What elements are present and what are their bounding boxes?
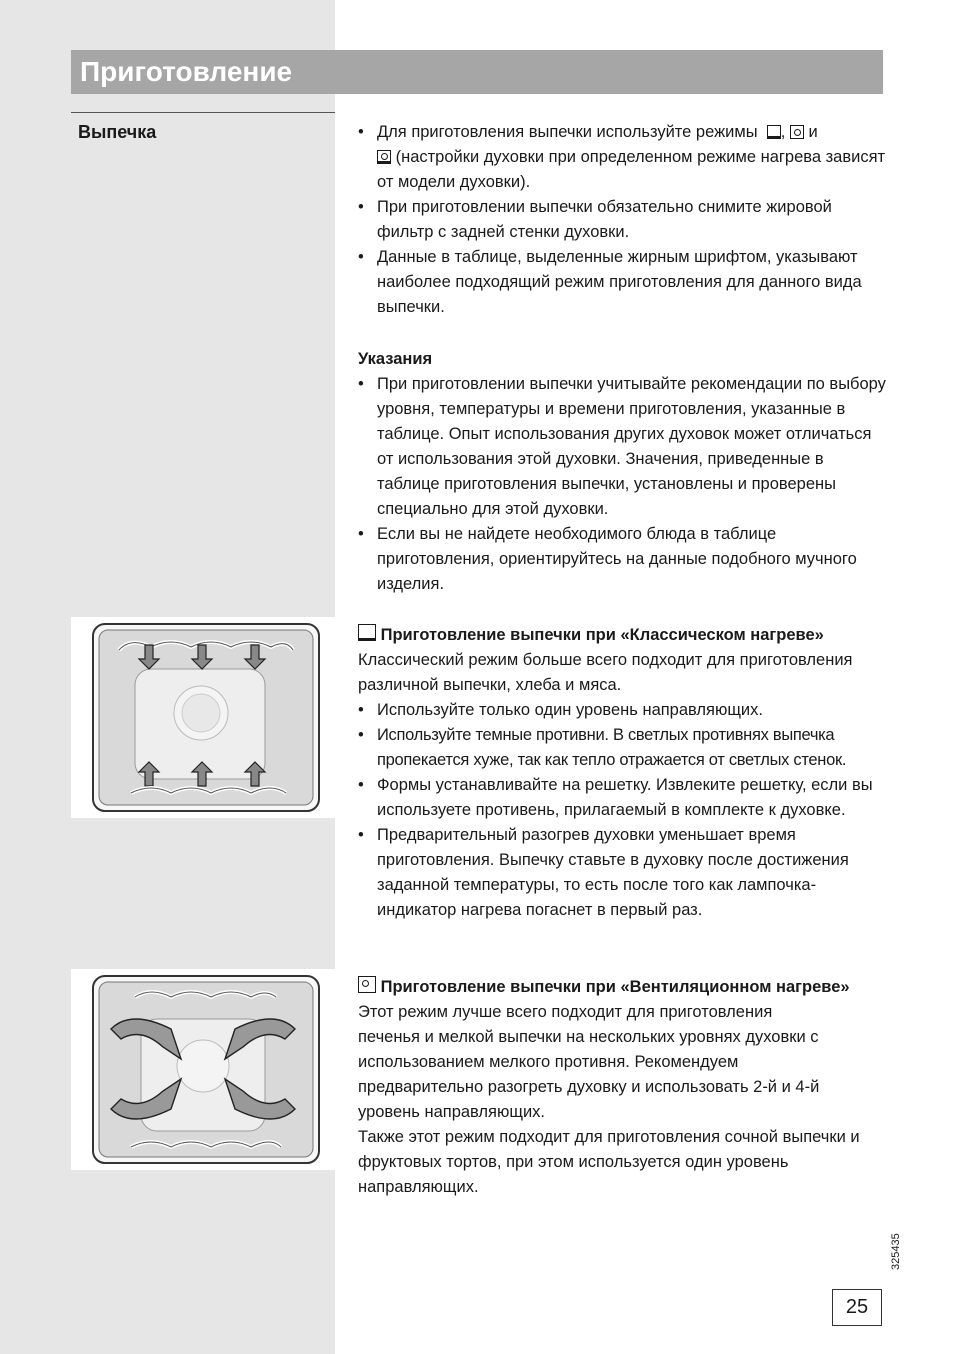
list-item: • Предварительный разогрев духовки уменьшает время приготовления. Выпечку ставьте в духовку после достижения заданной температуры, то есть после того как лампочка-индикатор нагрева погаснет в первый раз.	[358, 823, 888, 923]
fan-heat-title: Приготовление выпечки при «Вентиляционном нагреве»	[358, 975, 888, 1000]
intro-list	[358, 120, 888, 320]
list-item: • Формы устанавливайте на решетку. Извлеките решетку, если вы используете противень, прилагаемый в комплекте к духовке.	[358, 773, 888, 823]
list-item: • При приготовлении выпечки учитывайте рекомендации по выбору уровня, температуры и времени приготовления, указанные в таблице. Опыт использования других духовок может отличаться от использования этой духовки. Значения, приведенные в таблице приготовления выпечки, установлены и проверены специально для этой духовки.	[358, 372, 888, 522]
classic-heat-icon	[358, 624, 376, 641]
list-item: • При приготовлении выпечки обязательно снимите жировой фильтр с задней стенки духовки.	[358, 195, 888, 245]
section-divider	[71, 112, 335, 113]
fan-bottom-heat-icon	[377, 150, 391, 164]
notes-title: Указания	[358, 350, 433, 368]
page-number: 25	[832, 1289, 882, 1326]
page-title: Приготовление	[71, 50, 883, 94]
section-label: Выпечка	[78, 122, 157, 142]
list-item: • Используйте темные противни. В светлых противнях выпечка пропекается хуже, так как тепло отражается от светлых стенок.	[358, 723, 888, 773]
classic-heat-text: Классический режим больше всего подходит для приготовления различной выпечки, хлеба и мяса.	[358, 651, 853, 694]
classic-heat-block	[358, 623, 888, 923]
classic-heat-list	[358, 698, 888, 923]
document-code: 325435	[890, 1233, 902, 1270]
notes-list	[358, 372, 888, 597]
intro-block	[358, 120, 888, 320]
fan-heat-text-2: Также этот режим подходит для приготовления сочной выпечки и фруктовых тортов, при этом используется один уровень направляющих.	[358, 1128, 860, 1196]
fan-heat-illustration	[71, 969, 335, 1170]
fan-heat-icon	[358, 976, 376, 993]
classic-heat-illustration	[71, 617, 335, 818]
list-item: • Данные в таблице, выделенные жирным шрифтом, указывают наиболее подходящий режим приготовления для данного вида выпечки.	[358, 245, 888, 320]
list-item: • Если вы не найдете необходимого блюда в таблице приготовления, ориентируйтесь на данные подобного мучного изделия.	[358, 522, 888, 597]
notes-block	[358, 347, 888, 597]
classic-heat-icon	[767, 125, 781, 139]
list-item: • Для приготовления выпечки используйте режимы , и (настройки духовки при определенном режиме нагрева зависят от модели духовки).	[358, 120, 888, 195]
classic-heat-title: Приготовление выпечки при «Классическом нагреве»	[358, 623, 888, 648]
fan-heat-block	[358, 975, 888, 1200]
fan-heat-icon	[790, 125, 804, 139]
fan-heat-text: Этот режим лучше всего подходит для приготовления печенья и мелкой выпечки на нескольких уровнях духовки с использованием мелкого противня. Рекомендуем предварительно разогреть духовку и использовать 2-й и 4-й уровень направляющих.	[358, 1003, 820, 1121]
list-item: • Используйте только один уровень направляющих.	[358, 698, 888, 723]
